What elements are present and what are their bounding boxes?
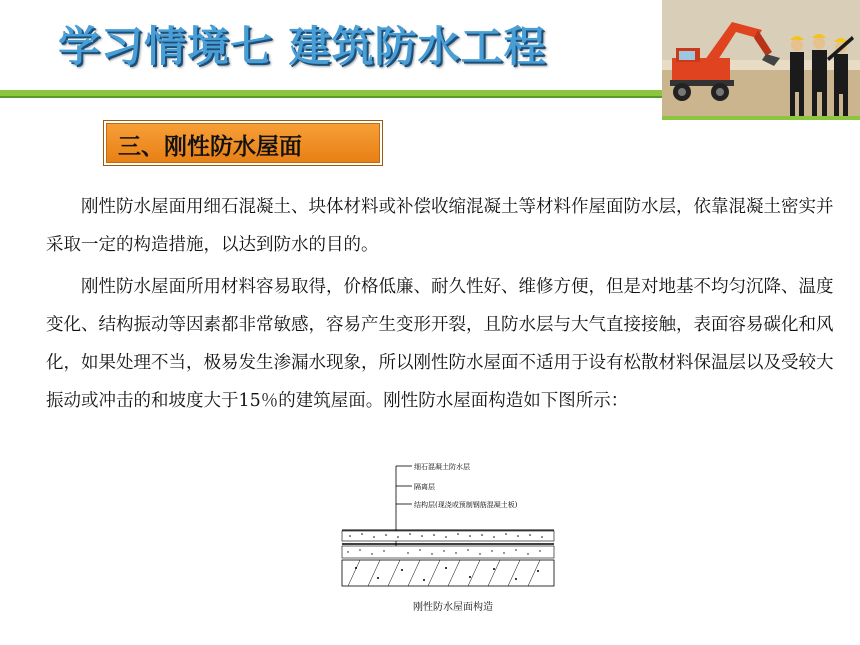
page-title: 学习情境七 建筑防水工程 bbox=[58, 22, 547, 71]
diagram-caption: 刚性防水屋面构造 bbox=[413, 602, 493, 613]
layer-label-isolation: 隔离层 bbox=[414, 483, 435, 491]
paragraph-intro: 刚性防水屋面用细石混凝土、块体材料或补偿收缩混凝土等材料作屋面防水层，依靠混凝土密实并采取一定的构造措施，以达到防水的目的。 bbox=[46, 197, 834, 255]
section-heading: 三、刚性防水屋面 bbox=[118, 134, 302, 160]
layer-label-waterproof: 细石混凝土防水层 bbox=[414, 463, 470, 471]
title-divider-shadow bbox=[0, 96, 690, 98]
layer-label-structure: 结构层(现浇或预制钢筋混凝土板) bbox=[414, 501, 518, 509]
roof-structure-diagram bbox=[338, 456, 558, 606]
paragraph-details: 刚性防水屋面所用材料容易取得，价格低廉、耐久性好、维修方便，但是对地基不均匀沉降、温度变化、结构振动等因素都非常敏感，容易产生变形开裂，且防水层与大气直接接触，表面容易碳化和风化，如果处理不当，极易发生渗漏水现象，所以刚性防水屋面不适用于设有松散材料保温层以及受较大振动或冲击的和坡度大于15％的建筑屋面。刚性防水屋面构造如下图所示： bbox=[46, 277, 834, 411]
construction-photo bbox=[662, 0, 860, 120]
section-heading-box bbox=[103, 120, 383, 166]
